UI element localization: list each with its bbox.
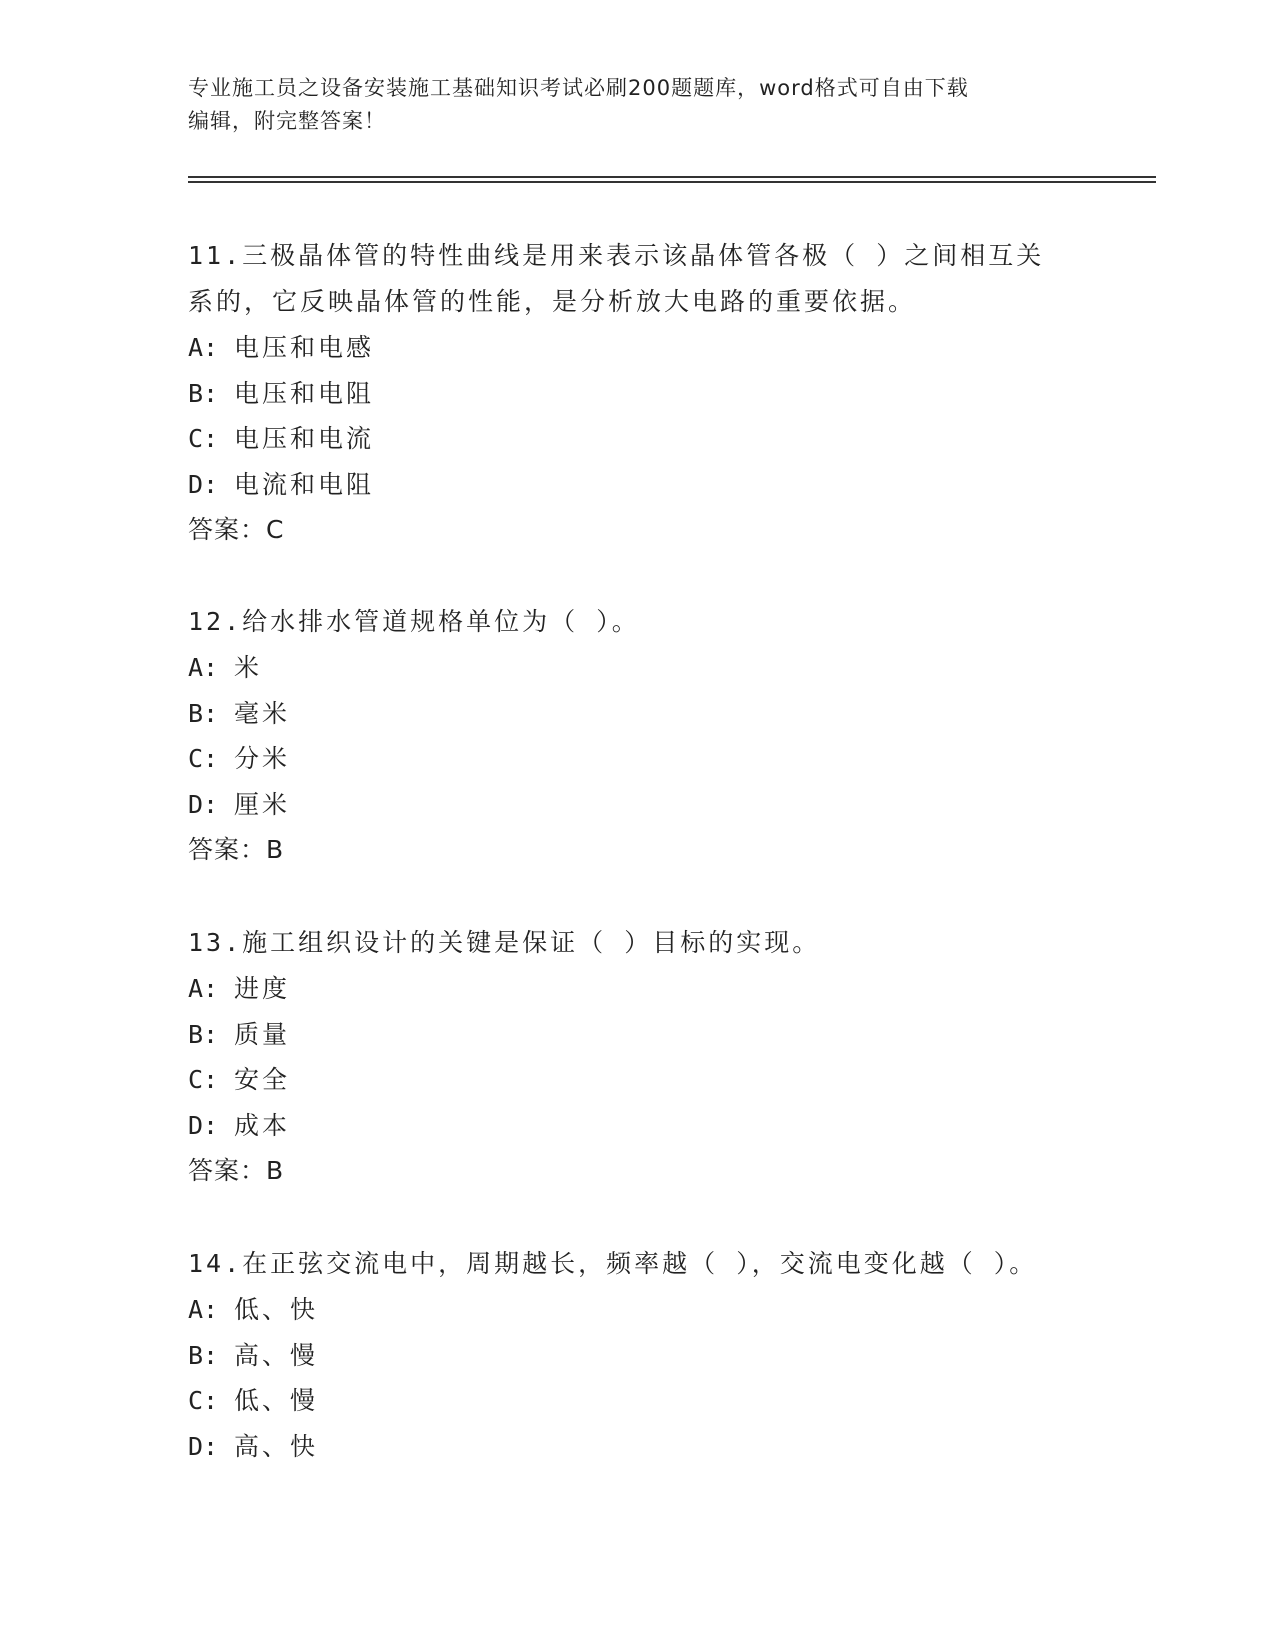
option-a [188, 645, 1088, 691]
option-c [188, 736, 1088, 782]
option-text: 米 [234, 653, 263, 682]
option-text: 毫米 [234, 698, 291, 728]
answer-label: 答案：B [188, 1156, 285, 1185]
option-c [188, 416, 1088, 462]
option-text: 电压和电阻 [234, 378, 375, 408]
option-d [188, 1103, 1088, 1149]
option-text: 安全 [234, 1065, 291, 1094]
question-text-line: 13.施工组织设计的关键是保证（ ）目标的实现。 [188, 928, 821, 957]
header-line-2: 编辑，附完整答案！ [188, 109, 386, 133]
option-letter: A: [188, 974, 219, 1003]
option-d [188, 462, 1088, 508]
option-text: 厘米 [234, 789, 291, 819]
option-letter: D: [188, 789, 219, 819]
option-a [188, 325, 1088, 371]
option-letter: D: [188, 1110, 219, 1140]
option-text: 低、慢 [234, 1386, 319, 1415]
option-letter: C: [188, 424, 219, 453]
header-divider-top [188, 176, 1156, 178]
option-letter: C: [188, 1065, 219, 1094]
option-letter: D: [188, 1431, 219, 1461]
question-text-line: 系的，它反映晶体管的性能，是分析放大电路的重要依据。 [188, 287, 917, 316]
option-b [188, 691, 1088, 737]
question-13 [188, 920, 1088, 1194]
option-letter: C: [188, 1386, 219, 1415]
option-text: 分米 [234, 744, 291, 773]
option-letter: B: [188, 698, 219, 728]
option-text: 高、慢 [234, 1340, 319, 1370]
question-text-line: 11.三极晶体管的特性曲线是用来表示该晶体管各极（ ）之间相互关 [188, 241, 1045, 270]
option-letter: B: [188, 378, 219, 408]
option-b [188, 371, 1088, 417]
option-a [188, 966, 1088, 1012]
option-d [188, 1424, 1088, 1470]
question-text [188, 233, 1088, 325]
option-text: 质量 [234, 1019, 291, 1049]
question-text [188, 599, 1088, 645]
option-a [188, 1287, 1088, 1333]
option-text: 电压和电感 [234, 333, 375, 362]
header-line-1: 专业施工员之设备安装施工基础知识考试必刷200题题库，word格式可自由下载 [188, 76, 969, 100]
answer-label: 答案：C [188, 515, 285, 544]
option-text: 进度 [234, 974, 291, 1003]
option-text: 电压和电流 [234, 424, 375, 453]
option-text: 低、快 [234, 1295, 319, 1324]
option-text: 成本 [234, 1110, 291, 1140]
option-b [188, 1012, 1088, 1058]
option-c [188, 1378, 1088, 1424]
option-letter: C: [188, 744, 219, 773]
option-letter: A: [188, 1295, 219, 1324]
answer-label: 答案：B [188, 835, 285, 864]
question-11 [188, 233, 1088, 553]
document-header [188, 72, 1068, 138]
option-text: 高、快 [234, 1431, 319, 1461]
option-letter: D: [188, 469, 219, 499]
option-letter: A: [188, 333, 219, 362]
question-text [188, 1241, 1088, 1287]
option-letter: B: [188, 1340, 219, 1370]
option-c [188, 1057, 1088, 1103]
option-letter: B: [188, 1019, 219, 1049]
question-text [188, 920, 1088, 966]
header-divider-bottom [188, 181, 1156, 183]
question-text-line: 14.在正弦交流电中，周期越长，频率越（ ），交流电变化越（ ）。 [188, 1249, 1038, 1278]
question-12 [188, 599, 1088, 873]
question-14 [188, 1241, 1088, 1469]
option-d [188, 782, 1088, 828]
option-b [188, 1333, 1088, 1379]
question-text-line: 12.给水排水管道规格单位为（ ）。 [188, 607, 640, 636]
option-text: 电流和电阻 [234, 469, 375, 499]
option-letter: A: [188, 653, 219, 682]
